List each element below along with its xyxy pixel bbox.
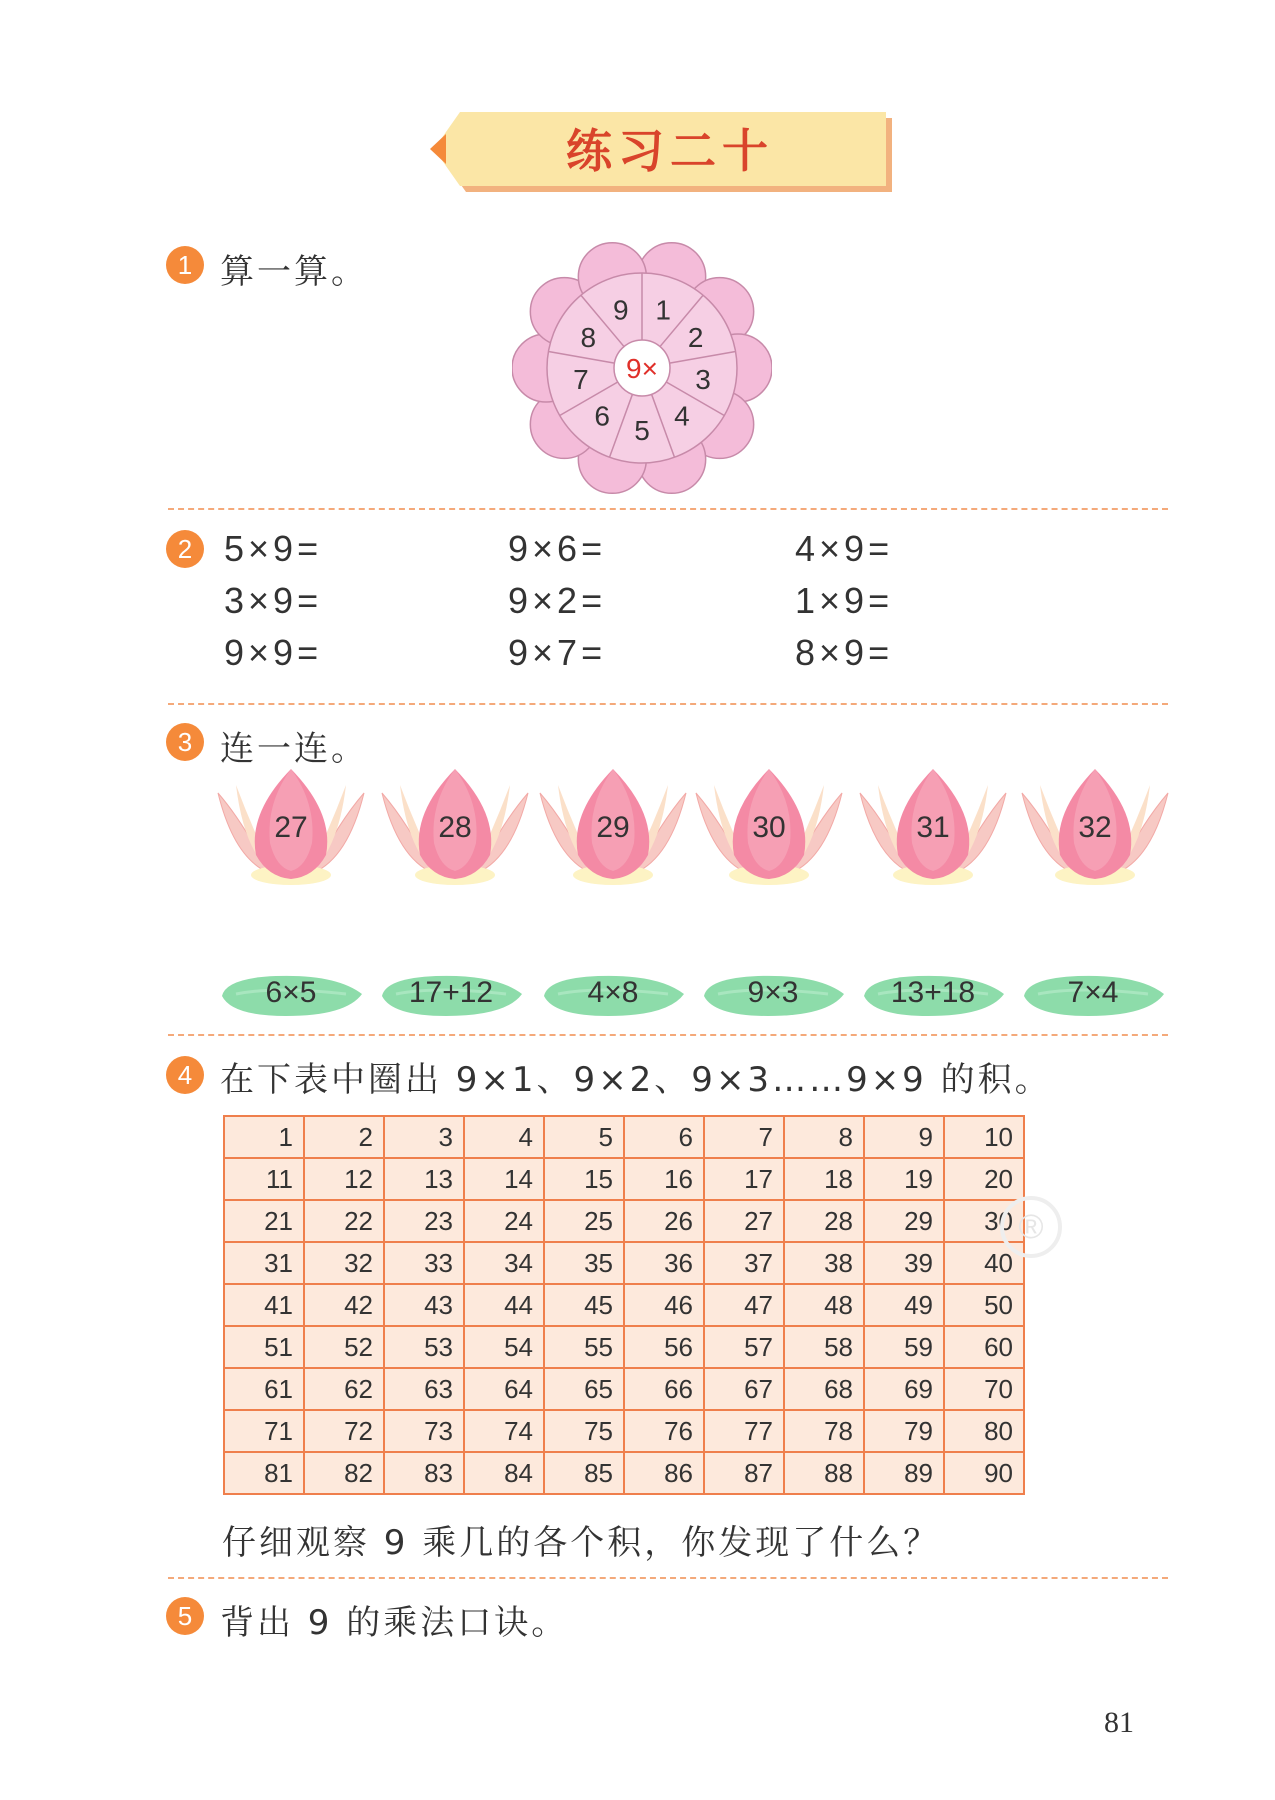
table-row — [224, 1116, 1024, 1158]
question-number-5: 5 — [166, 1597, 204, 1635]
lily-pad-expression: 6×5 — [265, 976, 317, 1009]
lotus-number: 29 — [596, 811, 630, 844]
table-cell[interactable]: 38 — [784, 1242, 864, 1284]
flower-petal-number: 2 — [687, 322, 704, 353]
table-cell[interactable]: 14 — [464, 1158, 544, 1200]
table-cell[interactable]: 50 — [944, 1284, 1024, 1326]
lotus-number: 30 — [752, 811, 786, 844]
table-cell[interactable]: 8 — [784, 1116, 864, 1158]
table-cell[interactable]: 19 — [864, 1158, 944, 1200]
table-cell[interactable]: 83 — [384, 1452, 464, 1494]
table-cell[interactable]: 54 — [464, 1326, 544, 1368]
number-table — [223, 1115, 1025, 1495]
table-cell[interactable]: 71 — [224, 1410, 304, 1452]
table-cell[interactable]: 35 — [544, 1242, 624, 1284]
table-row — [224, 1452, 1024, 1494]
table-cell[interactable]: 11 — [224, 1158, 304, 1200]
table-cell[interactable]: 86 — [624, 1452, 704, 1494]
lily-pad[interactable] — [858, 972, 1008, 1020]
table-cell[interactable]: 80 — [944, 1410, 1024, 1452]
question-number-1: 1 — [166, 246, 204, 284]
table-cell[interactable]: 42 — [304, 1284, 384, 1326]
divider-2 — [168, 703, 1168, 705]
table-cell[interactable]: 37 — [704, 1242, 784, 1284]
table-cell[interactable]: 85 — [544, 1452, 624, 1494]
table-cell[interactable]: 43 — [384, 1284, 464, 1326]
table-row — [224, 1368, 1024, 1410]
table-cell[interactable]: 56 — [624, 1326, 704, 1368]
question-number-4: 4 — [166, 1056, 204, 1094]
table-cell[interactable]: 41 — [224, 1284, 304, 1326]
table-cell[interactable]: 9 — [864, 1116, 944, 1158]
table-cell[interactable]: 90 — [944, 1452, 1024, 1494]
table-cell[interactable]: 5 — [544, 1116, 624, 1158]
table-cell[interactable]: 57 — [704, 1326, 784, 1368]
lily-pad-expression: 4×8 — [587, 976, 639, 1009]
flower-petal-number: 5 — [634, 415, 650, 446]
flower-petal-number: 9 — [613, 294, 629, 326]
lily-pad-expression: 17+12 — [408, 976, 494, 1009]
table-cell[interactable]: 10 — [944, 1116, 1024, 1158]
table-cell[interactable]: 81 — [224, 1452, 304, 1494]
table-cell[interactable]: 40 — [944, 1242, 1024, 1284]
table-cell[interactable]: 28 — [784, 1200, 864, 1242]
table-cell[interactable]: 26 — [624, 1200, 704, 1242]
table-cell[interactable]: 16 — [624, 1158, 704, 1200]
lily-pad-expression: 9×3 — [747, 976, 799, 1009]
question-number-2: 2 — [166, 530, 204, 568]
flower-petal-number: 4 — [674, 400, 690, 432]
table-cell[interactable]: 59 — [864, 1326, 944, 1368]
table-cell[interactable]: 72 — [304, 1410, 384, 1452]
flower-petal-number: 1 — [655, 294, 671, 326]
lily-pad[interactable] — [698, 972, 848, 1020]
question-4-instruction: 在下表中圈出 9×1、9×2、9×3……9×9 的积。 — [220, 1060, 1052, 1100]
table-cell[interactable]: 1 — [224, 1116, 304, 1158]
table-cell[interactable]: 20 — [944, 1158, 1024, 1200]
table-cell[interactable]: 68 — [784, 1368, 864, 1410]
table-cell[interactable]: 77 — [704, 1410, 784, 1452]
table-cell[interactable]: 3 — [384, 1116, 464, 1158]
equation: 9×9= — [224, 632, 323, 673]
table-cell[interactable]: 33 — [384, 1242, 464, 1284]
question-4-followup: 仔细观察 9 乘几的各个积，你发现了什么？ — [222, 1523, 941, 1563]
table-cell[interactable]: 87 — [704, 1452, 784, 1494]
question-5-instruction: 背出 9 的乘法口诀。 — [220, 1603, 569, 1643]
table-cell[interactable]: 53 — [384, 1326, 464, 1368]
table-cell[interactable]: 62 — [304, 1368, 384, 1410]
table-cell[interactable]: 61 — [224, 1368, 304, 1410]
table-cell[interactable]: 63 — [384, 1368, 464, 1410]
lotus-number: 31 — [916, 811, 950, 844]
flower-petal-number: 6 — [594, 400, 610, 432]
table-cell[interactable]: 13 — [384, 1158, 464, 1200]
table-cell[interactable]: 24 — [464, 1200, 544, 1242]
divider-4 — [168, 1577, 1168, 1579]
table-cell[interactable]: 34 — [464, 1242, 544, 1284]
table-cell[interactable]: 75 — [544, 1410, 624, 1452]
lily-pad[interactable] — [376, 972, 526, 1020]
table-cell[interactable]: 30 — [944, 1200, 1024, 1242]
table-cell[interactable]: 49 — [864, 1284, 944, 1326]
table-cell[interactable]: 82 — [304, 1452, 384, 1494]
lotus-number: 32 — [1078, 811, 1112, 844]
table-cell[interactable]: 55 — [544, 1326, 624, 1368]
question-number-3: 3 — [166, 723, 204, 761]
lily-pad[interactable] — [1018, 972, 1168, 1020]
lotus-flower[interactable] — [536, 763, 690, 889]
table-cell[interactable]: 47 — [704, 1284, 784, 1326]
table-cell[interactable]: 65 — [544, 1368, 624, 1410]
lily-pad-expression: 7×4 — [1067, 976, 1119, 1009]
table-row — [224, 1284, 1024, 1326]
table-row — [224, 1326, 1024, 1368]
divider-3 — [168, 1034, 1168, 1036]
question-1-instruction: 算一算。 — [220, 252, 368, 292]
page-title: 练习二十 — [566, 124, 774, 178]
table-cell[interactable]: 60 — [944, 1326, 1024, 1368]
flower-petal-number: 7 — [573, 363, 589, 395]
table-cell[interactable]: 74 — [464, 1410, 544, 1452]
table-cell[interactable]: 89 — [864, 1452, 944, 1494]
registered-watermark: ® — [1000, 1196, 1062, 1258]
table-cell[interactable]: 70 — [944, 1368, 1024, 1410]
table-cell[interactable]: 58 — [784, 1326, 864, 1368]
table-cell[interactable]: 27 — [704, 1200, 784, 1242]
flower-petal-number: 3 — [695, 363, 711, 395]
table-cell[interactable]: 51 — [224, 1326, 304, 1368]
table-cell[interactable]: 4 — [464, 1116, 544, 1158]
table-cell[interactable]: 31 — [224, 1242, 304, 1284]
table-cell[interactable]: 15 — [544, 1158, 624, 1200]
equation: 3×9= — [224, 580, 323, 621]
table-cell[interactable]: 29 — [864, 1200, 944, 1242]
flower-petal-number: 8 — [580, 322, 597, 353]
table-cell[interactable]: 76 — [624, 1410, 704, 1452]
table-cell[interactable]: 18 — [784, 1158, 864, 1200]
equation: 8×9= — [795, 632, 894, 673]
lotus-flower[interactable] — [1018, 763, 1172, 889]
equation: 4×9= — [795, 528, 894, 569]
table-cell[interactable]: 73 — [384, 1410, 464, 1452]
table-cell[interactable]: 66 — [624, 1368, 704, 1410]
table-cell[interactable]: 44 — [464, 1284, 544, 1326]
table-cell[interactable]: 2 — [304, 1116, 384, 1158]
table-cell[interactable]: 84 — [464, 1452, 544, 1494]
table-cell[interactable]: 67 — [704, 1368, 784, 1410]
lotus-flower[interactable] — [856, 763, 1010, 889]
lotus-flower[interactable] — [692, 763, 846, 889]
lily-pad-expression: 13+18 — [890, 976, 976, 1009]
table-cell[interactable]: 36 — [624, 1242, 704, 1284]
table-cell[interactable]: 48 — [784, 1284, 864, 1326]
table-row — [224, 1410, 1024, 1452]
table-cell[interactable]: 32 — [304, 1242, 384, 1284]
table-cell[interactable]: 7 — [704, 1116, 784, 1158]
table-cell[interactable]: 46 — [624, 1284, 704, 1326]
equation: 9×6= — [508, 528, 607, 569]
table-cell[interactable]: 64 — [464, 1368, 544, 1410]
table-row — [224, 1158, 1024, 1200]
equation: 1×9= — [795, 580, 894, 621]
lotus-number: 27 — [274, 811, 308, 844]
table-cell[interactable]: 23 — [384, 1200, 464, 1242]
table-cell[interactable]: 25 — [544, 1200, 624, 1242]
page-number: 81 — [1104, 1706, 1134, 1739]
flower-center-label: 9× — [626, 353, 658, 384]
table-cell[interactable]: 17 — [704, 1158, 784, 1200]
equation: 9×7= — [508, 632, 607, 673]
table-cell[interactable]: 78 — [784, 1410, 864, 1452]
table-row — [224, 1242, 1024, 1284]
table-cell[interactable]: 45 — [544, 1284, 624, 1326]
lotus-flower[interactable] — [214, 763, 368, 889]
divider-1 — [168, 508, 1168, 510]
equation: 5×9= — [224, 528, 323, 569]
table-cell[interactable]: 79 — [864, 1410, 944, 1452]
table-cell[interactable]: 22 — [304, 1200, 384, 1242]
table-cell[interactable]: 88 — [784, 1452, 864, 1494]
multiplication-flower — [512, 238, 772, 498]
table-cell[interactable]: 21 — [224, 1200, 304, 1242]
equation: 9×2= — [508, 580, 607, 621]
lotus-number: 28 — [438, 811, 472, 844]
table-cell[interactable]: 52 — [304, 1326, 384, 1368]
question-3-instruction: 连一连。 — [220, 729, 368, 769]
table-cell[interactable]: 69 — [864, 1368, 944, 1410]
lotus-flower[interactable] — [378, 763, 532, 889]
table-cell[interactable]: 39 — [864, 1242, 944, 1284]
table-row — [224, 1200, 1024, 1242]
lily-pad[interactable] — [538, 972, 688, 1020]
table-cell[interactable]: 6 — [624, 1116, 704, 1158]
lily-pad[interactable] — [216, 972, 366, 1020]
table-cell[interactable]: 12 — [304, 1158, 384, 1200]
